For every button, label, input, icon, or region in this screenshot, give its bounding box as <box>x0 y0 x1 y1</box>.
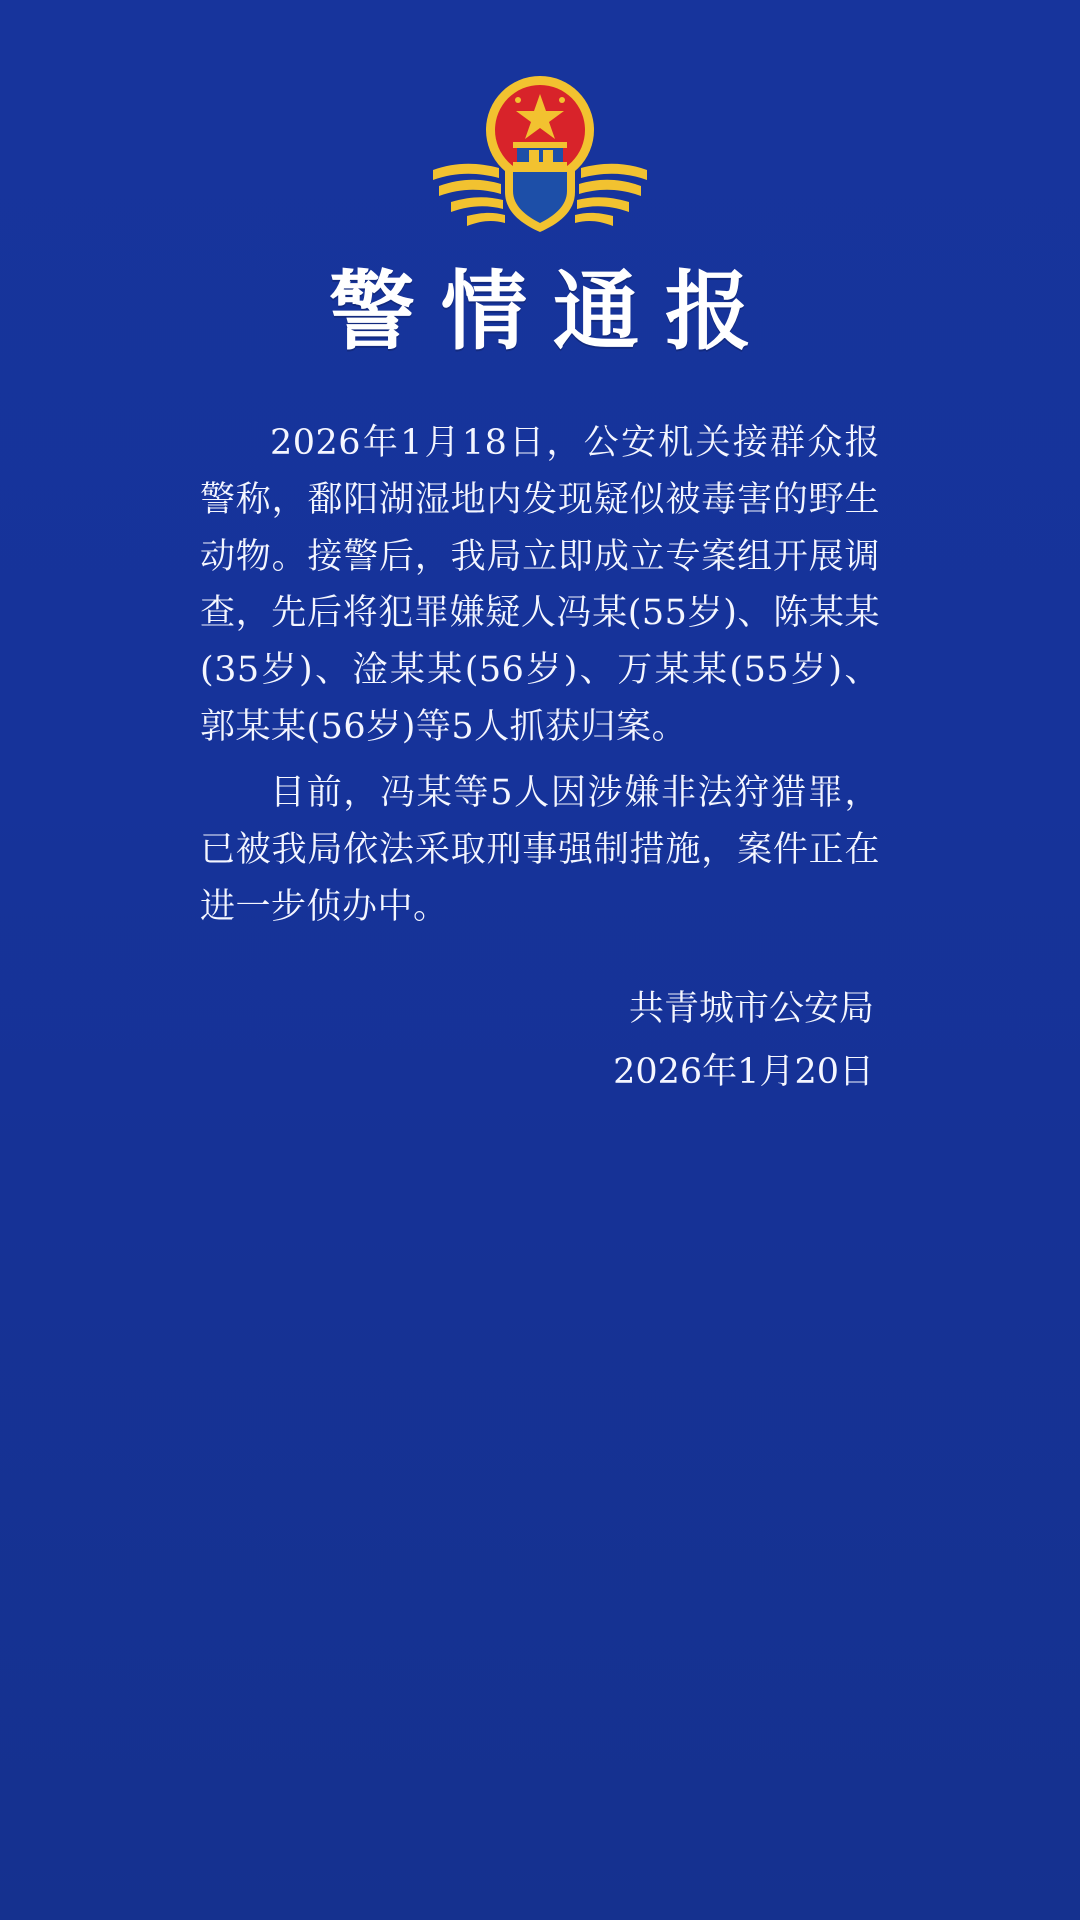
notice-paragraph-2: 目前，冯某等5人因涉嫌非法狩猎罪，已被我局依法采取刑事强制措施，案件正在进一步侦办中。 <box>200 773 880 927</box>
signature-date: 2026年1月20日 <box>613 1052 874 1093</box>
emblem-container <box>0 0 1080 234</box>
notice-body <box>200 415 880 935</box>
notice-paragraph-1: 2026年1月18日，公安机关接群众报警称，鄱阳湖湿地内发现疑似被毒害的野生动物。接警后，我局立即成立专案组开展调查，先后将犯罪嫌疑人冯某(55岁)、陈某某(35岁)、淦某某(56岁)、万某某(55岁)、郭某某(56岁)等5人抓获归案。 <box>200 423 880 747</box>
page-title: 警情通报 <box>329 261 777 362</box>
china-police-badge-icon <box>425 66 655 234</box>
signature-block <box>200 981 880 1100</box>
signature-organization: 共青城市公安局 <box>628 989 874 1030</box>
